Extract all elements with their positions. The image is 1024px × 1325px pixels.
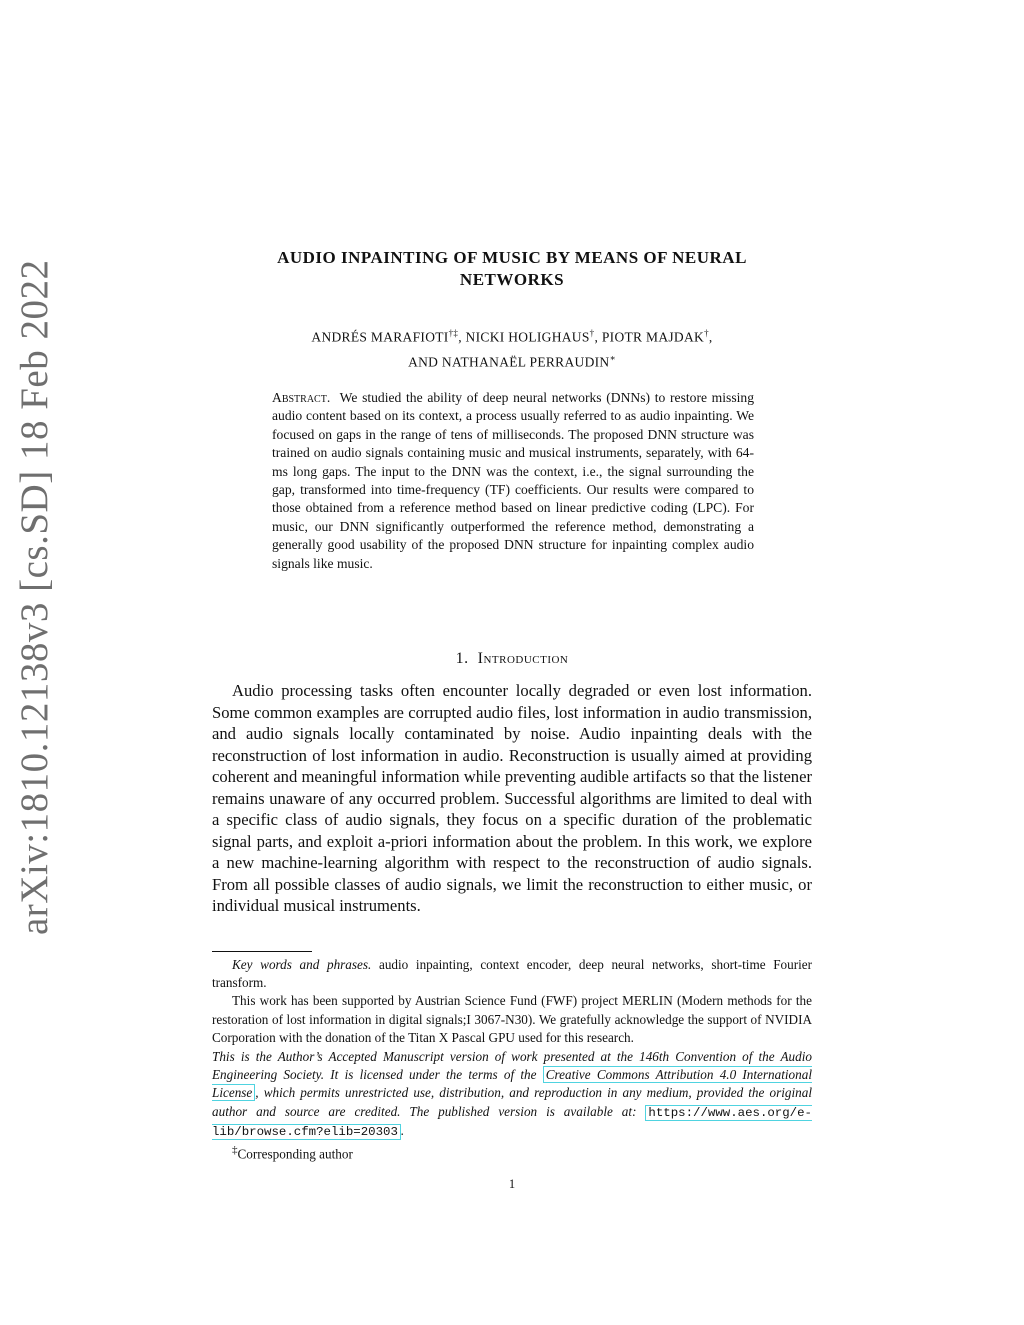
license-link[interactable]: Creative Commons Attribution 4.0 International License	[212, 1067, 812, 1101]
authors-line-2	[200, 348, 824, 373]
affiliation-mark: †	[589, 328, 595, 338]
affiliation-mark: †	[704, 328, 709, 338]
section-title: Introduction	[477, 650, 569, 667]
abstract-label: Abstract.	[272, 390, 331, 405]
keywords-label: Key words and phrases.	[232, 957, 372, 972]
author-name: AND NATHANAËL PERRAUDIN	[408, 354, 610, 369]
section-heading	[200, 650, 824, 668]
authors-line-1	[200, 323, 824, 348]
title-line-1: AUDIO INPAINTING OF MUSIC BY MEANS OF NEURAL	[277, 248, 747, 267]
author-list	[200, 323, 824, 372]
keywords-footnote	[212, 956, 812, 992]
publication-end: .	[400, 1122, 405, 1138]
publication-text: , which permits unrestricted use, distribution, and reproduction in any medium, provided the original author and source are credited. The published version is available at:	[212, 1085, 812, 1119]
paper-title	[200, 247, 824, 291]
page-number: 1	[508, 1177, 516, 1191]
publication-url-link[interactable]: https://www.aes.org/e-lib/browse.cfm?elib=20303	[212, 1105, 812, 1139]
footnotes	[212, 956, 812, 1164]
corresponding-author-footnote	[212, 1141, 812, 1164]
publication-footnote	[212, 1048, 812, 1141]
abstract-text: We studied the ability of deep neural networks (DNNs) to restore missing audio content based on its context, a process usually referred to as audio inpainting. We focused on gaps in the range of tens of milliseconds. The proposed DNN structure was trained on audio signals containing music and musical instruments, separately, with 64-ms long gaps. The input to the DNN was the context, i.e., the signal surrounding the gap, transformed into time-frequency (TF) coefficients. Our results were compared to those obtained from a reference method based on linear predictive coding (LPC). For music, our DNN significantly outperformed the reference method, demonstrating a generally good usability of the proposed DNN structure for inpainting complex audio signals like music.	[272, 390, 754, 571]
abstract	[272, 389, 754, 573]
footnote-rule	[212, 951, 312, 952]
publication-text: This is the Author’s Accepted Manuscript version of work presented at the 146th Convention of the Audio Engineering Society. It is licensed under the terms of the	[212, 1049, 812, 1083]
author-name: ANDRÉS MARAFIOTI	[311, 329, 449, 345]
introduction-paragraph: Audio processing tasks often encounter locally degraded or even lost information. Some common examples are corrupted audio files, lost information in audio transmission, and audio signals locally contaminated by noise. Audio inpainting deals with the reconstruction of lost information in audio. Reconstruction is usually aimed at providing coherent and meaningful information while preventing audible artifacts so that the listener remains unaware of any occurred problem. Successful algorithms are limited to deal with a specific class of audio signals, they focus on a specific duration of the problematic signal parts, and exploit a-priori information about the problem. In this work, we explore a new machine-learning algorithm with respect to the reconstruction of audio signals. From all possible classes of audio signals, we limit the reconstruction to either music, or individual musical instruments.	[212, 681, 812, 915]
author-name: , NICKI HOLIGHAUS	[458, 329, 590, 345]
funding-footnote: This work has been supported by Austrian Science Fund (FWF) project MERLIN (Modern methods for the restoration of lost information in digital signals;I 3067-N30). We gratefully acknowledge the support of NVIDIA Corporation with the donation of the Titan X Pascal GPU used for this research.	[212, 993, 812, 1045]
affiliation-mark: †‡	[448, 328, 459, 338]
arxiv-identifier: arXiv:1810.12138v3 [cs.SD] 18 Feb 2022	[13, 259, 56, 935]
affiliation-mark: ∗	[609, 352, 616, 363]
author-name: , PIOTR MAJDAK	[594, 329, 705, 345]
corresponding-mark: ‡	[232, 1144, 238, 1157]
corresponding-text: Corresponding author	[237, 1146, 353, 1162]
keywords-text: audio inpainting, context encoder, deep neural networks, short-time Fourier transform.	[212, 957, 813, 991]
author-separator: ,	[708, 329, 713, 345]
title-line-2: NETWORKS	[459, 270, 565, 289]
section-number: 1.	[455, 650, 469, 667]
